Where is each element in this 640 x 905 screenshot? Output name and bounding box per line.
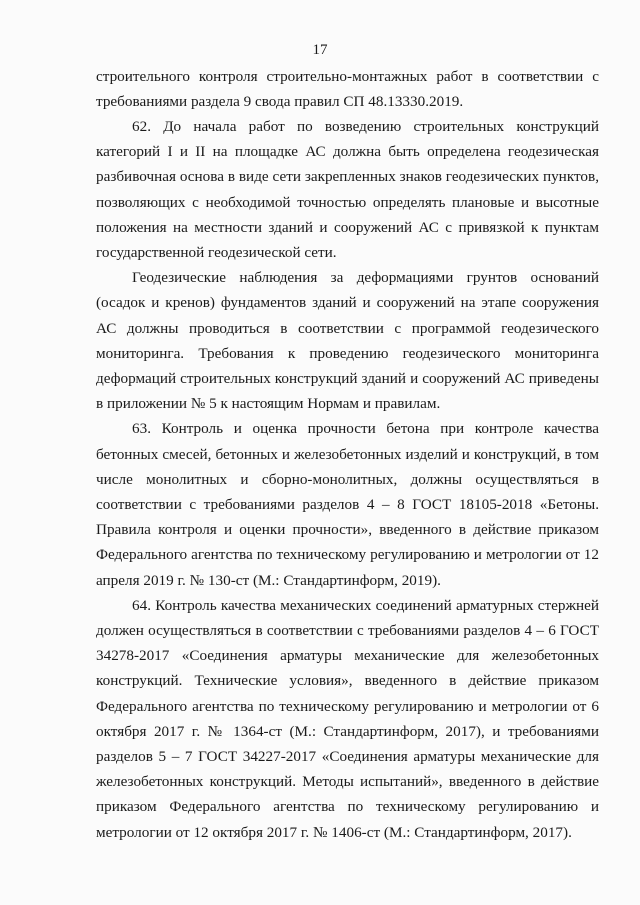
paragraph-64: 64. Контроль качества механических соединений арматурных стержней должен осуществляться в соответствии с требованиями разделов 4 – 6 ГОСТ 34278-2017 «Соединения арматуры механические для железобетонных конструкций. Технические условия», введенного в действие приказом Федерального агентства по техническому регулированию и метрологии от 6 октября 2017 г. № 1364-ст (М.: Стандартинформ, 2017), и требованиями разделов 5 – 7 ГОСТ 34227-2017 «Соединения арматуры механические для железобетонных конструкций. Методы испытаний», введенного в действие приказом Федерального агентства по техническому регулированию и метрологии от 12 октября 2017 г. № 1406-ст (М.: Стандартинформ, 2017). — [96, 596, 599, 841]
document-body — [96, 64, 599, 845]
paragraph-geodetic-monitoring: Геодезические наблюдения за деформациями грунтов оснований (осадок и кренов) фундаментов зданий и сооружений на этапе сооружения АС должны проводиться в соответствии с программой геодезического мониторинга. Требования к проведению геодезического мониторинга деформаций строительных конструкций зданий и сооружений АС приведены в приложении № 5 к настоящим Нормам и правилам. — [96, 269, 599, 413]
paragraph-63: 63. Контроль и оценка прочности бетона при контроле качества бетонных смесей, бетонных и железобетонных изделий и конструкций, в том числе монолитных и сборно-монолитных, должны осуществляться в соответствии с требованиями разделов 4 – 8 ГОСТ 18105-2018 «Бетоны. Правила контроля и оценки прочности», введенного в действие приказом Федерального агентства по техническому регулированию и метрологии от 12 апреля 2019 г. № 130-ст (М.: Стандартинформ, 2019). — [96, 420, 599, 589]
paragraph-continuation: строительного контроля строительно-монтажных работ в соответствии с требованиями раздела 9 свода правил СП 48.13330.2019. — [96, 68, 599, 111]
page-number: 17 — [312, 42, 328, 58]
paragraph-62: 62. До начала работ по возведению строительных конструкций категорий I и II на площадке АС должна быть определена геодезическая разбивочная основа в виде сети закрепленных знаков геодезических пунктов, позволяющих с необходимой точностью определять плановые и высотные положения на местности зданий и сооружений АС с привязкой к пунктам государственной геодезической сети. — [96, 118, 599, 262]
